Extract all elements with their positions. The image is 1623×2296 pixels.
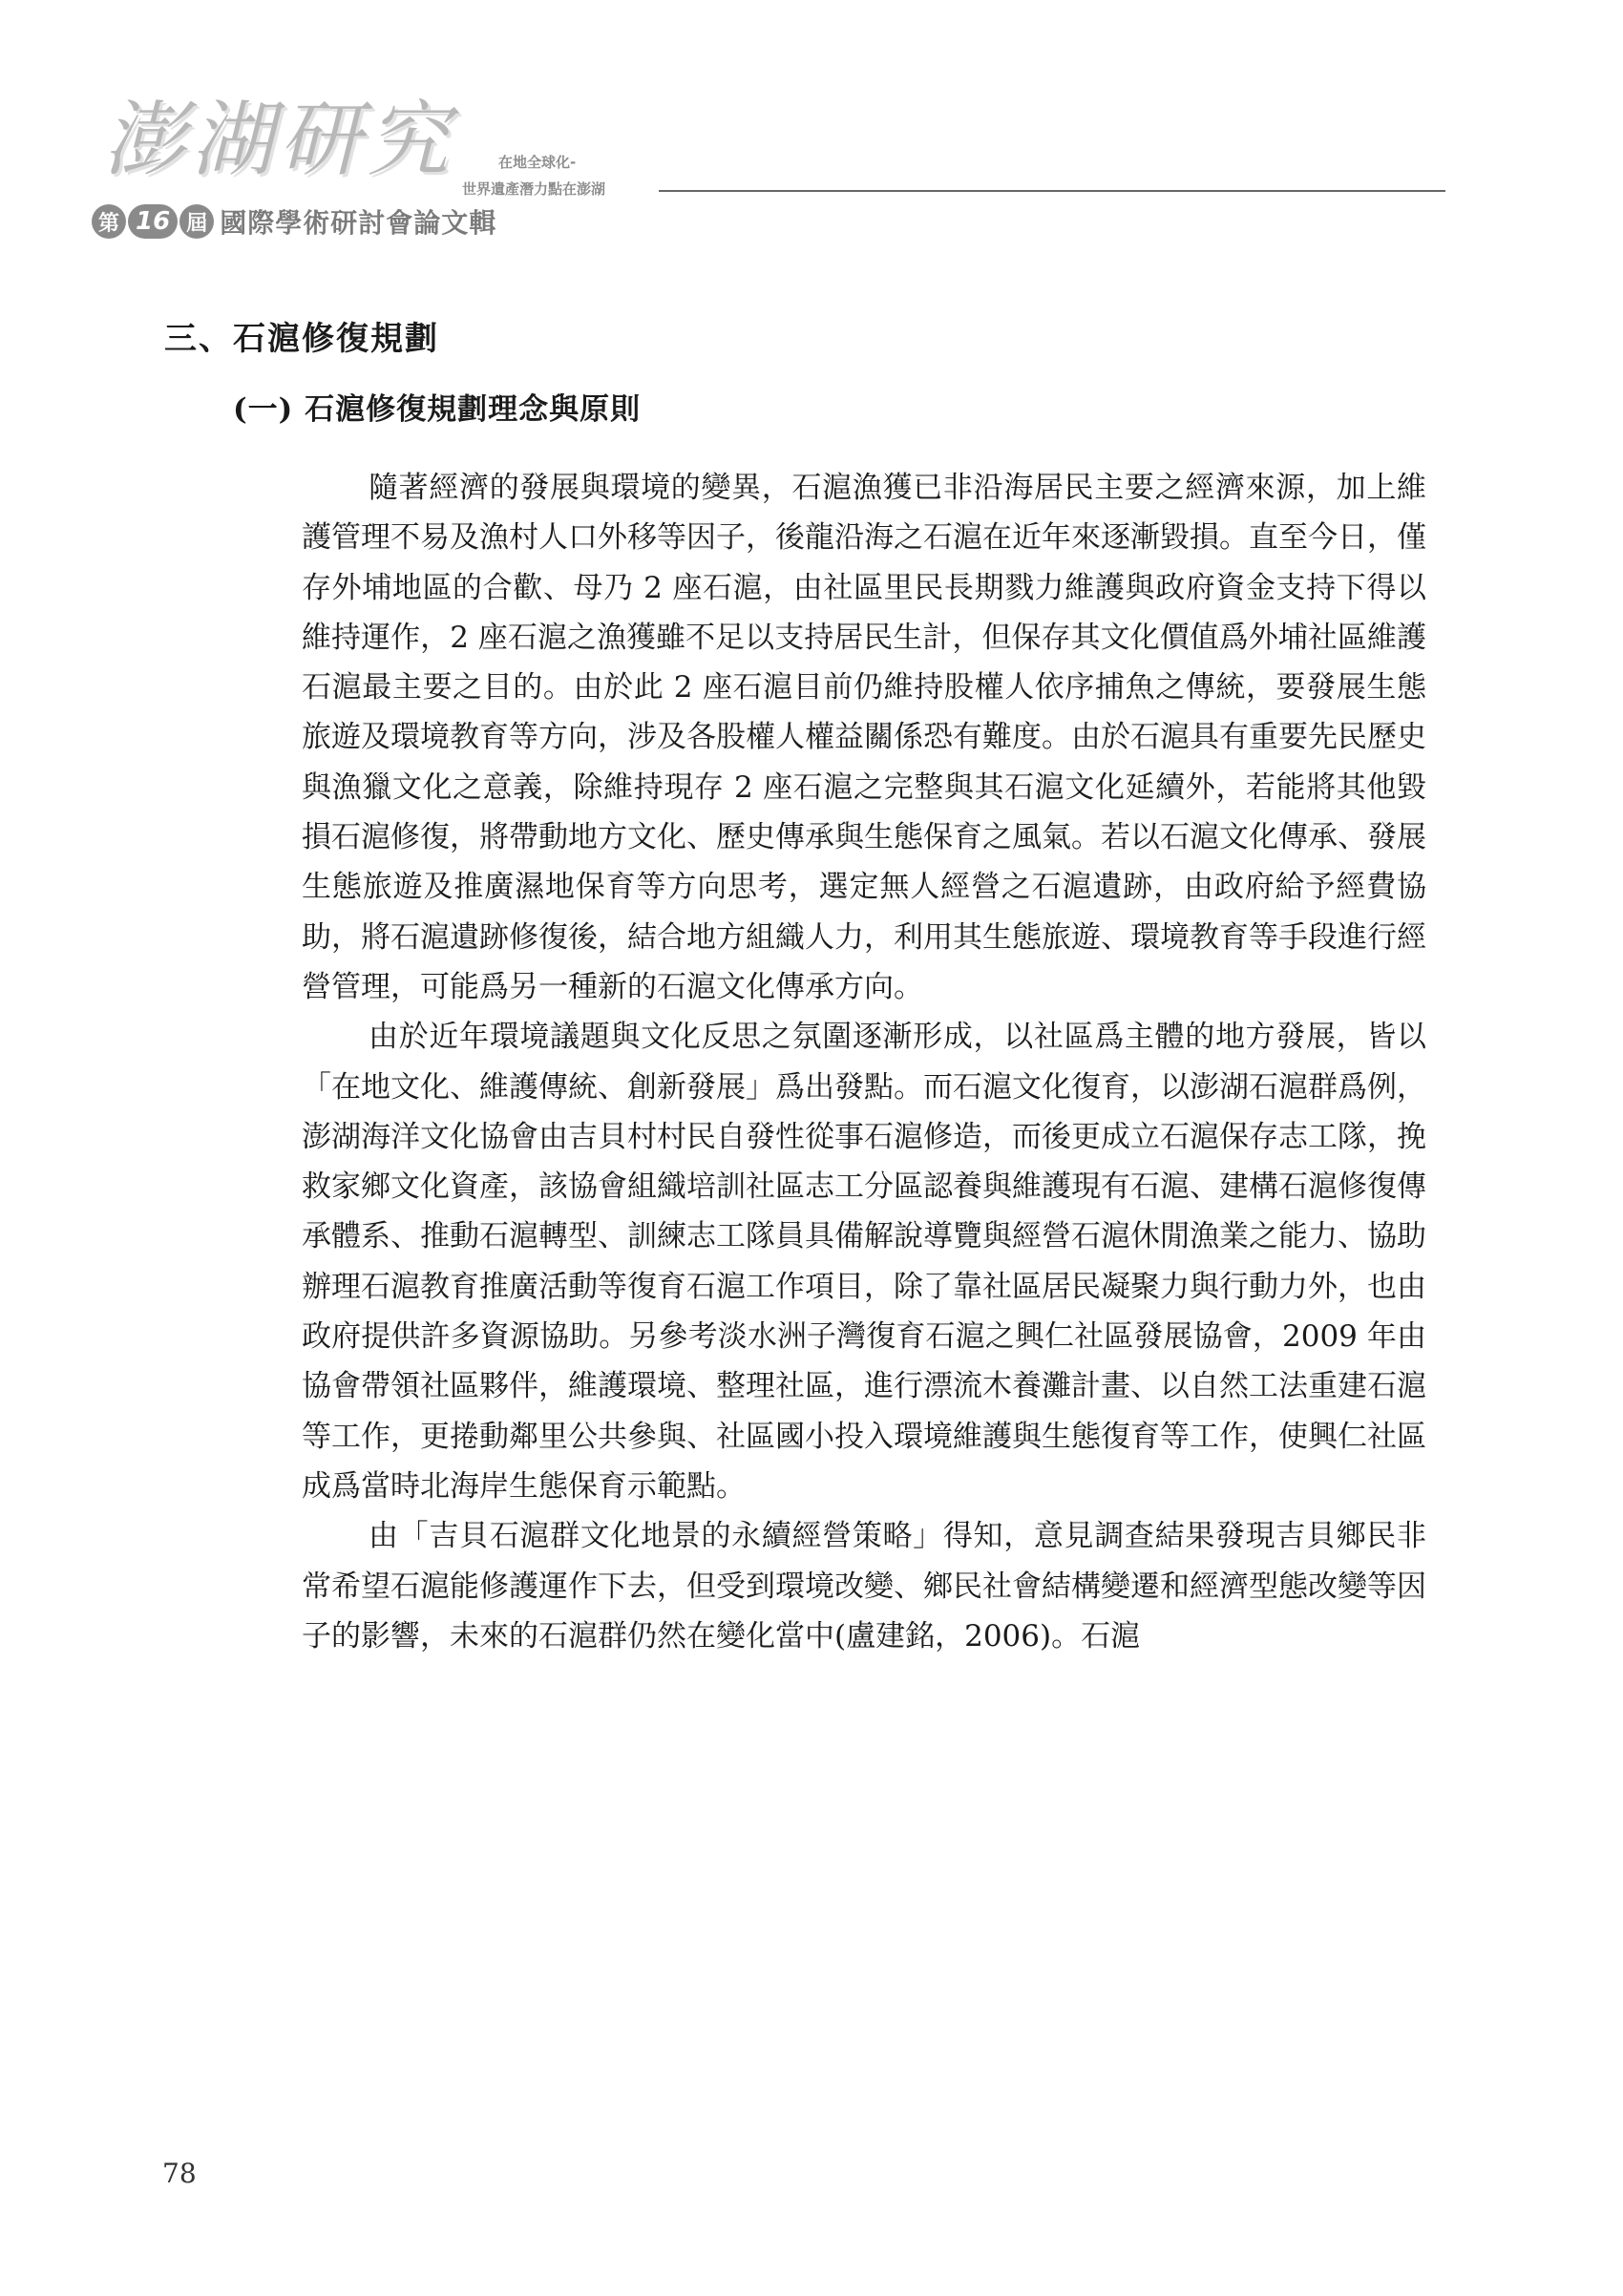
edition-number: 16 xyxy=(128,204,178,239)
section-heading: 三、石滬修復規劃 xyxy=(164,320,439,358)
edition-title: 國際學術研討會論文輯 xyxy=(220,207,497,239)
header-divider xyxy=(659,190,1445,192)
subsection-heading: (一) 石滬修復規劃理念與原則 xyxy=(233,392,642,427)
conference-tagline xyxy=(462,149,605,202)
running-header xyxy=(0,0,1623,248)
edition-prefix: 第 xyxy=(92,204,126,239)
edition-badge xyxy=(92,202,496,241)
paragraph: 由「吉貝石滬群文化地景的永續經營策略」得知，意見調查結果發現吉貝鄉民非常希望石滬能修護運作下去，但受到環境改變、鄉民社會結構變遷和經濟型態改變等因子的影響，未來的石滬群仍然在變化當中(盧建銘，2006)。石滬 xyxy=(302,1519,1426,1654)
journal-logo-title: 澎湖研究 xyxy=(103,93,454,188)
tagline-line-2: 世界遺產潛力點在澎湖 xyxy=(462,180,606,198)
tagline-line-1: 在地全球化- xyxy=(498,154,577,171)
paragraph: 由於近年環境議題與文化反思之氛圍逐漸形成，以社區爲主體的地方發展，皆以「在地文化、維護傳統、創新發展」爲出發點。而石滬文化復育，以澎湖石滬群爲例，澎湖海洋文化協會由吉貝村村民自發性從事石滬修造，而後更成立石滬保存志工隊，挽救家鄉文化資產，該協會組織培訓社區志工分區認養與維護現有石滬、建構石滬修復傳承體系、推動石滬轉型、訓練志工隊員具備解說導覽與經營石滬休閒漁業之能力、協助辦理石滬教育推廣活動等復育石滬工作項目，除了靠社區居民凝聚力與行動力外，也由政府提供許多資源協助。另參考淡水洲子灣復育石滬之興仁社區發展協會，2009 年由協會帶領社區夥伴，維護環境、整理社區，進行漂流木養灘計畫、以自然工法重建石滬等工作，更捲動鄰里公共參與、社區國小投入環境維護與生態復育等工作，使興仁社區成爲當時北海岸生態保育示範點。 xyxy=(302,1020,1426,1504)
paragraph: 隨著經濟的發展與環境的變異，石滬漁獲已非沿海居民主要之經濟來源，加上維護管理不易及漁村人口外移等因子，後龍沿海之石滬在近年來逐漸毀損。直至今日，僅存外埔地區的合歡、母乃 2 座石滬，由社區里民長期戮力維護與政府資金支持下得以維持運作，2 座石滬之漁獲雖不足以支持居民生計，但保存其文化價值爲外埔社區維護石滬最主要之目的。由於此 2 座石滬目前仍維持股權人依序捕魚之傳統，要發展生態旅遊及環境教育等方向，涉及各股權人權益關係恐有難度。由於石滬具有重要先民歷史與漁獵文化之意義，除維持現存 2 座石滬之完整與其石滬文化延續外，若能將其他毀損石滬修復，將帶動地方文化、歷史傳承與生態保育之風氣。若以石滬文化傳承、發展生態旅遊及推廣濕地保育等方向思考，選定無人經營之石滬遺跡，由政府給予經費協助，將石滬遺跡修復後，結合地方組織人力，利用其生態旅遊、環境教育等手段進行經營管理，可能爲另一種新的石滬文化傳承方向。 xyxy=(302,471,1426,1004)
edition-suffix: 屆 xyxy=(179,204,214,239)
page-number: 78 xyxy=(162,2158,197,2189)
body-text xyxy=(302,463,1426,1661)
